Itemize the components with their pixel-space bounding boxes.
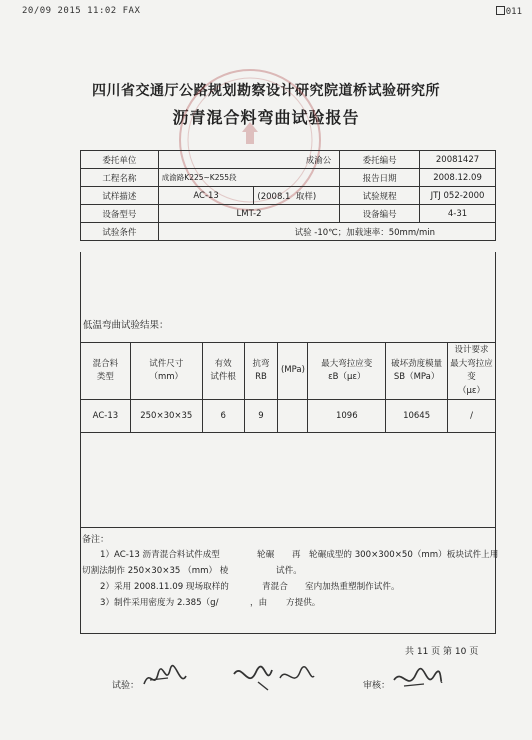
writer-signature-scribble bbox=[228, 660, 318, 694]
cell-valid-count: 6 bbox=[202, 400, 244, 433]
cell-strength-unit bbox=[278, 400, 308, 433]
note-3b: 青混合 bbox=[262, 582, 288, 592]
sample-value-c: 取样) bbox=[295, 191, 317, 202]
note-1b: 轮碾 bbox=[257, 550, 275, 560]
page-counter: 共 11 页 第 10 页 bbox=[405, 647, 479, 657]
info-row-project bbox=[81, 169, 496, 187]
header-specimen-size: 试件尺寸 （mm） bbox=[130, 343, 202, 400]
remarks-divider bbox=[80, 527, 496, 528]
note-3a: 2）采用 2008.11.09 现场取样的 bbox=[100, 582, 229, 592]
spec-value: JTJ 052-2000 bbox=[420, 187, 496, 205]
results-table bbox=[80, 342, 496, 433]
fax-header: 20/09 2015 11:02 FAX bbox=[22, 6, 141, 16]
table-row bbox=[81, 400, 496, 433]
condition-label: 试验条件 bbox=[81, 223, 159, 241]
info-row-sample bbox=[81, 187, 496, 205]
results-panel bbox=[80, 252, 499, 634]
review-signature-scribble bbox=[390, 664, 444, 696]
info-table bbox=[80, 150, 496, 241]
note-1c: 再 bbox=[292, 550, 301, 560]
device-no-label: 设备编号 bbox=[340, 205, 420, 223]
client-value: 成渝公 bbox=[158, 151, 340, 169]
report-date-value: 2008.12.09 bbox=[420, 169, 496, 187]
info-row-client bbox=[81, 151, 496, 169]
fax-page-box-icon bbox=[496, 6, 505, 15]
spec-label: 试验规程 bbox=[340, 187, 420, 205]
note-1a: 1）AC-13 沥青混合料试件成型 bbox=[100, 550, 220, 560]
project-value: 成渝路K225~K255段 bbox=[158, 169, 340, 187]
note-4c: 方提供。 bbox=[286, 598, 321, 608]
header-flexural-strength: 抗弯 RB bbox=[244, 343, 278, 400]
cell-mix-type: AC-13 bbox=[81, 400, 131, 433]
device-model-label: 设备型号 bbox=[81, 205, 159, 223]
fax-page-number bbox=[496, 6, 522, 17]
info-row-device bbox=[81, 205, 496, 223]
cell-flexural-strength: 9 bbox=[244, 400, 278, 433]
cell-specimen-size: 250×30×35 bbox=[130, 400, 202, 433]
note-3c: 室内加热重塑制作试件。 bbox=[305, 582, 400, 592]
sample-value-b-date: (2008.1 bbox=[257, 191, 291, 202]
fax-page-label: 011 bbox=[505, 7, 522, 17]
remarks-label: 备注： bbox=[82, 535, 110, 545]
cell-stiffness-modulus: 10645 bbox=[386, 400, 448, 433]
sample-value-b bbox=[254, 187, 340, 205]
header-strength-unit: (MPa) bbox=[278, 343, 308, 400]
note-4b: ，由 bbox=[250, 598, 268, 608]
condition-value: 试验 -10℃；加载速率：50mm/min bbox=[158, 223, 495, 241]
sample-label: 试样描述 bbox=[81, 187, 159, 205]
header-design-requirement: 设计要求 最大弯拉应变 （με） bbox=[448, 343, 496, 400]
test-signature-scribble bbox=[140, 662, 190, 694]
note-1d: 轮碾成型的 300×300×50（mm）板块试件上用 bbox=[309, 550, 499, 560]
cell-max-strain: 1096 bbox=[308, 400, 386, 433]
header-valid-count: 有效 试件根 bbox=[202, 343, 244, 400]
sample-value-a: AC-13 bbox=[158, 187, 254, 205]
entrust-no-value: 20081427 bbox=[420, 151, 496, 169]
report-date-label: 报告日期 bbox=[340, 169, 420, 187]
cell-design-requirement: / bbox=[448, 400, 496, 433]
results-header-row bbox=[81, 343, 496, 400]
device-model-value: LMT-2 bbox=[158, 205, 340, 223]
note-4a: 3）制件采用密度为 2.385（g/ bbox=[100, 598, 219, 608]
client-label: 委托单位 bbox=[81, 151, 159, 169]
entrust-no-label: 委托编号 bbox=[340, 151, 420, 169]
info-row-condition bbox=[81, 223, 496, 241]
project-label: 工程名称 bbox=[81, 169, 159, 187]
report-title: 沥青混合料弯曲试验报告 bbox=[172, 108, 360, 127]
note-2b: 试件。 bbox=[276, 566, 302, 576]
review-signature-label: 审核： bbox=[363, 681, 391, 691]
header-max-strain: 最大弯拉应变 εB（με） bbox=[308, 343, 386, 400]
results-heading: 低温弯曲试验结果： bbox=[83, 320, 169, 331]
header-stiffness-modulus: 破坏劲度模量 SB（MPa） bbox=[386, 343, 448, 400]
device-no-value: 4-31 bbox=[420, 205, 496, 223]
institute-name: 四川省交通厅公路规划勘察设计研究院道桥试验研究所 bbox=[92, 83, 440, 99]
header-mix-type: 混合料 类型 bbox=[81, 343, 131, 400]
note-2a: 切割法制作 250×30×35 （mm） 棱 bbox=[82, 566, 229, 576]
test-signature-label: 试验： bbox=[112, 681, 140, 691]
